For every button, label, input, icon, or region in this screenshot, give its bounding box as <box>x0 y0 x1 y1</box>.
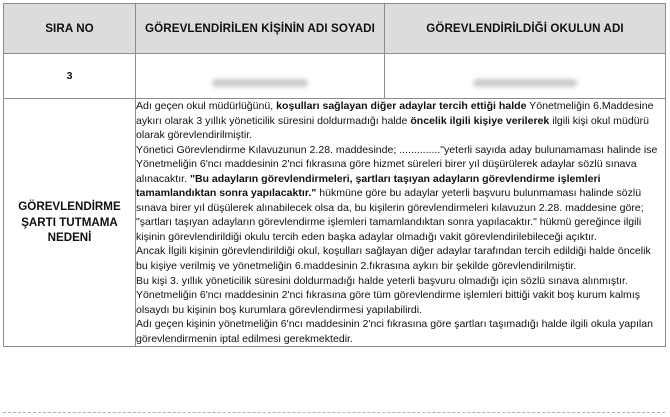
reason-text <box>136 99 666 347</box>
reason-bold-span: öncelik ilgili kişiye verilerek <box>410 114 550 127</box>
header-person-name: GÖREVLENDİRİLEN KİŞİNİN ADI SOYADI <box>136 4 385 54</box>
reason-bold-span: koşulları sağlayan diğer adaylar tercih ettiği halde <box>276 100 527 112</box>
redacted-person-name <box>136 54 385 99</box>
reason-text-span: Bu kişi 3. yıllık yöneticilik süresini doldurmadığı halde yeterli başvuru olmadığı için sözlü sınava alınmıştır. Yönetmeliğin 6'ncı maddesinin 2'nci fıkrasına göre tüm görevlendirme işlemleri bittiği vakit boş kurum kalmış olsaydı bu kişinin boş kurumlara görevlendirmesi yapılabilirdi. <box>136 274 641 316</box>
reason-text-span: ilgili kişi okul müdürü olarak görevlendirilmiştir. <box>136 114 649 142</box>
reason-paragraph <box>136 274 665 318</box>
reason-text-span: Ancak İlgili kişinin görevlendirildiği okul, koşulları sağlayan diğer adaylar tarafından tercih edildiği halde öncelik bu kişiye verilmiş ve yönetmeliğin 6.maddesinin 2.fıkrasına aykırı bir şekilde görevlendirilmiştir. <box>136 245 651 273</box>
row-number: 3 <box>4 54 136 99</box>
reason-row <box>4 99 666 347</box>
redacted-school-name <box>385 54 666 99</box>
page-divider <box>3 412 665 413</box>
reason-paragraph <box>136 244 665 273</box>
reason-paragraph <box>136 99 665 143</box>
reason-text-span: hükmüne göre bu adaylar yeterli başvuru bulunmaması halinde sözlü sınava birer yıl düşülerek alınabilecek olsa da, bu kişilerin görevlendirmeleri kılavuzun 2.28. maddesine göre; "şartları taşıyan adayların görevlendirme işlemleri tamamlandıktan sonra yapılacaktır." hükmü gereğince ilgili kişinin görevlendirildiği okulu tercih eden başka adaylar olmadığı vakit görevlendirilebileceği açıktır. <box>136 187 644 243</box>
reason-paragraph <box>136 143 665 245</box>
reason-text-span: Adı geçen kişinin yönetmeliğin 6'ncı maddesinin 2'nci fıkrasına göre şartları taşımadığı halde ilgili okula yapılan görevlendirmenin iptal edilmesi gerekmektedir. <box>136 318 654 345</box>
redaction-blur <box>212 79 308 87</box>
reason-text-span: Adı geçen okul müdürlüğünü, <box>136 100 277 112</box>
header-school-name: GÖREVLENDİRİLDİĞİ OKULUN ADI <box>385 4 666 54</box>
redaction-blur <box>473 79 577 87</box>
header-sira-no: SIRA NO <box>4 4 136 54</box>
reason-text-span: Yönetici Görevlendirme Kılavuzunun 2.28. maddesinde; .............."yeterli sayıda aday bulunamaması halinde ise Yönetmeliğin 6'ncı maddesinin 2'nci fıkrasına göre hizmet süreleri birer yıl düşürülerek adaylar sözlü sınava alınacaktır. <box>136 143 658 185</box>
header-row <box>4 4 666 54</box>
table-row <box>4 54 666 99</box>
reason-label: GÖREVLENDİRME ŞARTI TUTMAMA NEDENİ <box>4 99 136 347</box>
reason-text-span: Yönetmeliğin 6.Maddesine aykırı olarak 3 yıllık yöneticilik süresini doldurmadığı halde <box>136 100 654 127</box>
reason-paragraph <box>136 317 665 346</box>
reason-bold-span: "Bu adayların görevlendirmeleri, şartları taşıyan adayların görevlendirme işlemleri tamamlandıktan sonra yapılacaktır." <box>136 172 601 200</box>
assignment-table <box>3 3 666 347</box>
